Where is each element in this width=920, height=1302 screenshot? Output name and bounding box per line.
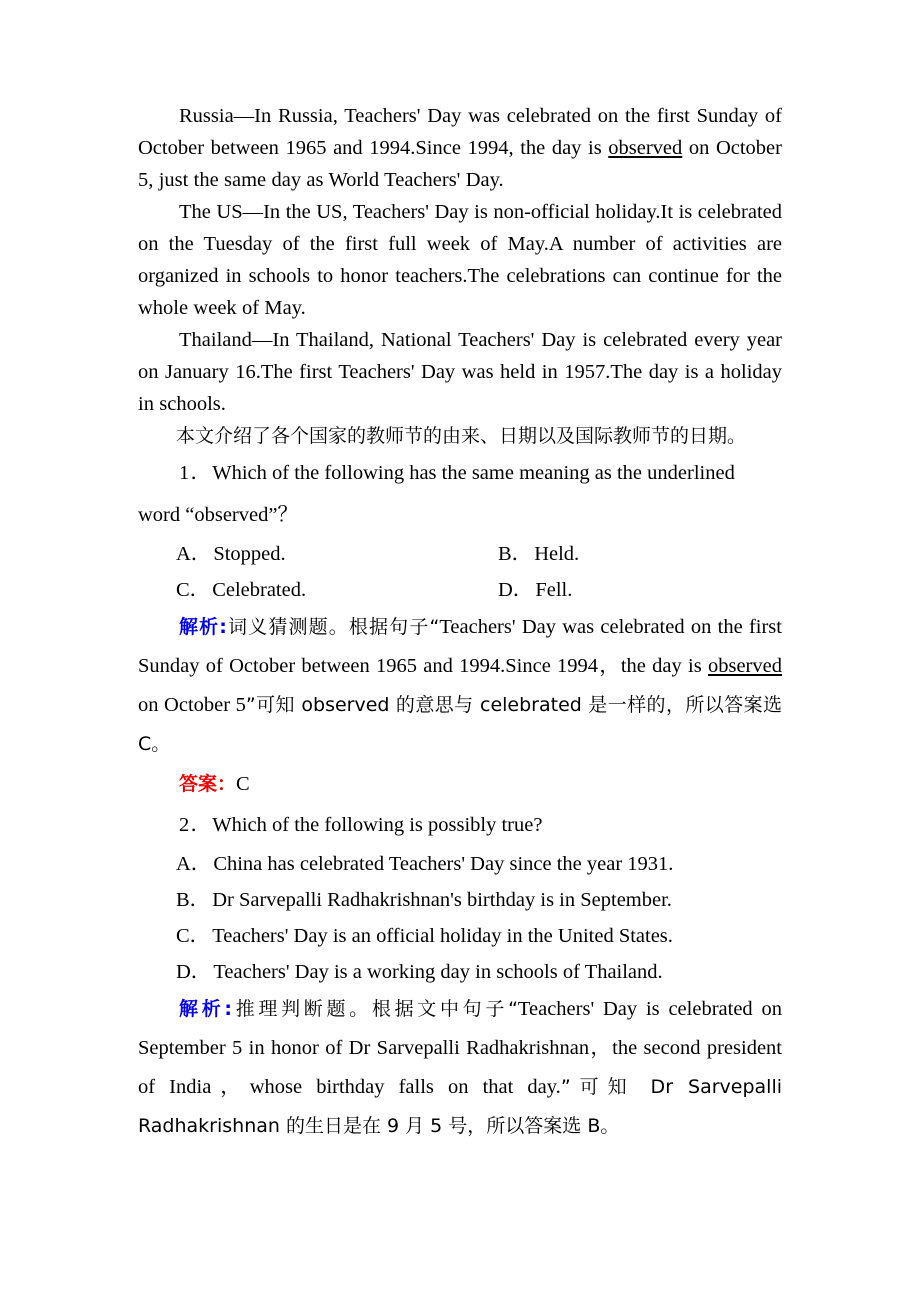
question-1-number: 1 bbox=[179, 462, 191, 484]
paragraph-russia-text-after: on October 5, just the same day as World Teachers' Day. bbox=[138, 137, 782, 191]
answer-value: C bbox=[236, 773, 250, 795]
question-1-stem-text: Which of the following has the same meaning as the underlined word “observed”？ bbox=[138, 462, 735, 526]
question-1-answer bbox=[138, 764, 782, 804]
explanation-intro: 词义猜测题。根据句子 bbox=[226, 616, 430, 638]
paragraph-russia-text-before: Russia—In Russia, Teachers' Day was celebrated on the first Sunday of October between 1965 and 1994.Since 1994, the day is bbox=[138, 105, 782, 159]
explanation-quote-before: Teachers' Day was celebrated on the first Sunday of October between 1965 and 1994.Since 1994，the day is bbox=[138, 616, 782, 677]
option-text: Dr Sarvepalli Radhakrishnan's birthday is in September. bbox=[212, 889, 672, 911]
option-text: Teachers' Day is a working day in schools of Thailand. bbox=[213, 961, 663, 983]
question-2-option-a[interactable] bbox=[138, 846, 782, 882]
explanation-label: 解析: bbox=[179, 616, 227, 638]
underlined-word-observed: observed bbox=[707, 655, 782, 677]
question-2-number-separator: ． bbox=[190, 814, 213, 836]
option-label: B． bbox=[498, 543, 533, 565]
paragraph-russia bbox=[138, 100, 782, 196]
question-2-option-b[interactable] bbox=[138, 882, 782, 918]
question-1-explanation bbox=[138, 608, 782, 764]
quote-close-mark: ” bbox=[245, 694, 256, 716]
question-2-stem-text: Which of the following is possibly true? bbox=[212, 814, 543, 836]
option-label: D． bbox=[176, 961, 212, 983]
explanation-conclusion: 可知 observed 的意思与 celebrated 是一样的，所以答案选 C。 bbox=[138, 694, 782, 755]
question-1-option-d[interactable] bbox=[460, 572, 782, 608]
question-2-explanation bbox=[138, 990, 782, 1146]
question-2-stem bbox=[138, 804, 782, 846]
question-1-option-a[interactable] bbox=[138, 536, 460, 572]
question-2-options bbox=[138, 846, 782, 990]
question-2-option-c[interactable] bbox=[138, 918, 782, 954]
option-text: Held. bbox=[534, 543, 580, 565]
answer-label: 答案： bbox=[179, 773, 237, 795]
quote-open-mark: “ bbox=[429, 616, 440, 638]
option-text: China has celebrated Teachers' Day since the year 1931. bbox=[213, 853, 674, 875]
question-1-stem bbox=[138, 452, 782, 536]
passage-summary-cn: 本文介绍了各个国家的教师节的由来、日期以及国际教师节的日期。 bbox=[176, 425, 747, 447]
option-label: A． bbox=[176, 853, 212, 875]
paragraph-the-us: The US—In the US, Teachers' Day is non-official holiday.It is celebrated on the Tuesday of the first full week of May.A number of activities are organized in schools to honor teachers.The celebrations can continue for the whole week of May. bbox=[138, 201, 782, 319]
option-text: Teachers' Day is an official holiday in the United States. bbox=[212, 925, 673, 947]
explanation-conclusion: 可知 Dr Sarvepalli Radhakrishnan 的生日是在 9 月 5 号，所以答案选 B。 bbox=[138, 1076, 782, 1137]
option-label: B． bbox=[176, 889, 211, 911]
explanation-quote-after: on October 5 bbox=[138, 694, 246, 716]
explanation-intro: 推理判断题。根据文中句子 bbox=[232, 998, 509, 1020]
question-1-option-b[interactable] bbox=[460, 536, 782, 572]
quote-close-mark: ” bbox=[560, 1076, 571, 1098]
option-text: Stopped. bbox=[213, 543, 286, 565]
option-text: Fell. bbox=[535, 579, 573, 601]
question-2-number: 2 bbox=[179, 814, 191, 836]
option-label: C． bbox=[176, 925, 211, 947]
question-1-option-c[interactable] bbox=[138, 572, 460, 608]
explanation-quote-before: Teachers' Day is celebrated on September 5 in honor of Dr Sarvepalli Radhakrishnan，the second president of India，whose birthday falls on that day. bbox=[138, 998, 782, 1098]
question-1-options bbox=[138, 536, 782, 608]
paragraph-thailand: Thailand—In Thailand, National Teachers' Day is celebrated every year on January 16.The first Teachers' Day was held in 1957.The day is a holiday in schools. bbox=[138, 329, 782, 415]
text-column bbox=[138, 100, 782, 1146]
option-label: C． bbox=[176, 579, 211, 601]
question-2-option-d[interactable] bbox=[138, 954, 782, 990]
option-label: A． bbox=[176, 543, 212, 565]
option-label: D． bbox=[498, 579, 534, 601]
option-text: Celebrated. bbox=[212, 579, 307, 601]
question-1-number-separator: ． bbox=[190, 462, 213, 484]
quote-open-mark: “ bbox=[508, 998, 518, 1020]
underlined-word-observed: observed bbox=[608, 137, 683, 159]
explanation-label: 解析: bbox=[179, 998, 232, 1020]
